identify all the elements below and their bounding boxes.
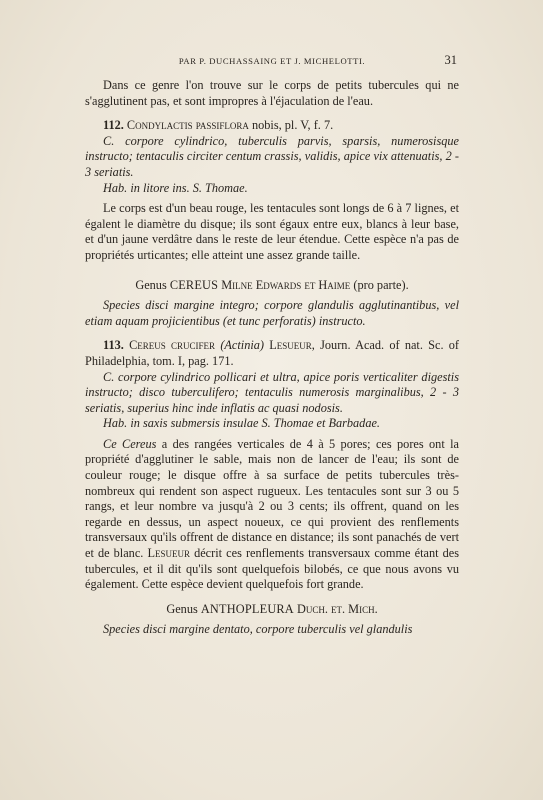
entry-112-heading — [85, 118, 459, 134]
genus-anthopleura-diagnosis: Species disci margine dentato, corpore tuberculis vel glandulis — [103, 622, 413, 637]
entry-113-habitat: Hab. in saxis submersis insulae S. Thomae et Barbadae. — [103, 416, 381, 431]
running-head: PAR P. DUCHASSAING ET J. MICHELOTTI. — [178, 56, 366, 66]
genus-cereus-authority: Milne Edwards et Haime — [221, 277, 351, 292]
entry-113-synonym: (Actinia) — [220, 338, 265, 353]
entry-113-desc-part1: a des rangées verticales de 4 à 5 pores; ces pores ont la propriété d'agglutiner le sable, mais non de lancer de l'eau; ils sont de couleur rouge; le disque offre à sa surface de petits tubercules très-nombreux qui rendent son aspect rugueux. Les tentacules sont sur 3 ou 5 rangs, et leur nombre va jusqu'à 2 ou 3 cents; ils offrent, quand on les regarde en dessus, un aspect noueux, ce qui provient des renflements transversaux qu'ils offrent de distance en distance; ils sont panachés de vert et de blanc. — [85, 436, 459, 561]
genus-anthopleura-heading — [85, 602, 459, 618]
page-number: 31 — [444, 53, 457, 67]
genus-anthopleura-prefix: Genus — [166, 601, 198, 616]
entry-113-author: Lesueur — [269, 338, 312, 353]
genus-cereus-prefix: Genus — [135, 277, 167, 292]
intro-paragraph: Dans ce genre l'on trouve sur le corps de petits tubercules qui ne s'agglutinent pas, et sont impropres à l'éjaculation de l'eau. — [85, 78, 459, 108]
entry-112-diagnosis: C. corpore cylindrico, tuberculis parvis, sparsis, numerosisque instructo; tentaculis circiter centum crassis, validis, apice vix attenuatis, 2 - 3 seriatis. — [85, 133, 459, 179]
genus-cereus-diagnosis: Species disci margine integro; corpore glandulis agglutinantibus, vel etiam aquam projicientibus (et tunc perforatis) instructo. — [85, 298, 459, 328]
entry-113-name: Cereus crucifer — [129, 338, 216, 353]
entry-112-number: 112. — [103, 118, 124, 133]
entry-113-diagnosis: C. corpore cylindrico pollicari et ultra, apice poris verticaliter digestis instructo; disco tuberculifero; tentaculis numerosis marginalibus, 2 - 3 seriatis, superius hinc inde inflatis ac quasi nodosis. — [85, 369, 459, 415]
entry-112-description: Le corps est d'un beau rouge, les tentacules sont longs de 6 à 7 lignes, et égalent le diamètre du disque; ils sont égaux entre eux, blancs à leur base, et d'un jaune verdâtre dans le reste de leur étendue. Cette espèce n'a pas de propriétés urticantes; elle atteint une assez grande taille. — [85, 201, 459, 262]
genus-anthopleura-name: ANTHOPLEURA — [200, 601, 294, 616]
genus-cereus-heading — [85, 278, 459, 294]
entry-113-reference: , Journ. Acad. of nat. Sc. of Philadelphia, tom. I, pag. 171. — [85, 338, 460, 368]
entry-112-habitat: Hab. in litore ins. S. Thomae. — [103, 180, 248, 195]
entry-113-desc-part2: décrit ces renflements transversaux comme étant des tubercules, et il dit qu'ils sont quelquefois bilobés, ce que nous avons vu également. Cette espèce devient quelquefois fort grande. — [85, 546, 459, 592]
entry-113-heading — [85, 338, 459, 369]
entry-113-description — [85, 437, 459, 593]
page-body — [85, 78, 459, 638]
genus-anthopleura-authority: Duch. et. Mich. — [296, 601, 378, 616]
entry-112-name: Condylactis passiflora — [126, 118, 249, 133]
genus-cereus-name: CEREUS — [169, 277, 219, 292]
entry-113-number: 113. — [103, 338, 124, 353]
entry-112-author: nobis, pl. V, f. 7. — [251, 118, 334, 133]
genus-cereus-note: (pro parte). — [353, 277, 409, 292]
entry-113-desc-italic: Ce Cereus — [103, 436, 157, 451]
entry-113-desc-author: Lesueur — [147, 546, 190, 561]
